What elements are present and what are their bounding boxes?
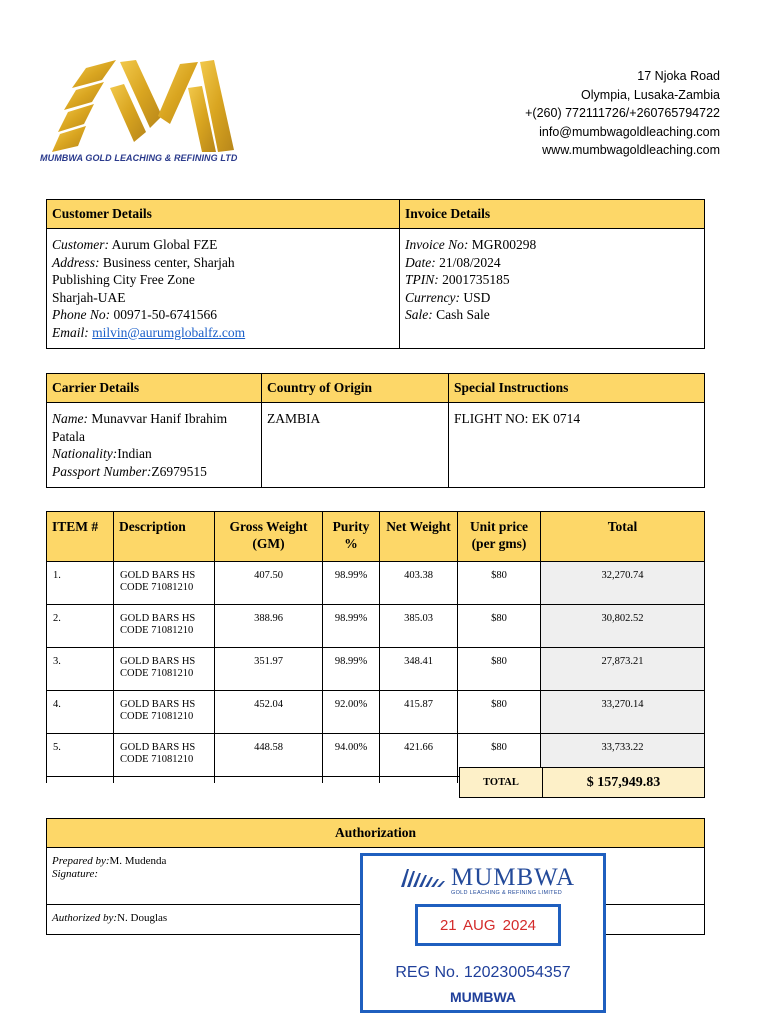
authorized-value: N. Douglas <box>117 912 168 924</box>
authorized-label: Authorized by: <box>52 912 118 924</box>
table-row <box>47 648 705 691</box>
item-description: GOLD BARS HS CODE 71081210 <box>114 648 215 691</box>
item-number: 5. <box>47 734 114 777</box>
email-link[interactable]: milvin@aurumglobalfz.com <box>92 324 246 340</box>
item-number: 2. <box>47 605 114 648</box>
col-header-net-weight: Net Weight <box>380 512 458 562</box>
carrier-details-cell <box>47 403 262 488</box>
item-total: 32,270.74 <box>541 562 705 605</box>
currency-label: Currency: <box>405 289 460 305</box>
table-row <box>47 605 705 648</box>
item-unit-price: $80 <box>458 562 541 605</box>
item-number: 4. <box>47 691 114 734</box>
sale-label: Sale: <box>405 307 433 322</box>
total-value: $ 157,949.83 <box>542 767 705 798</box>
col-header-item: ITEM # <box>47 512 114 562</box>
address-line: Sharjah-UAE <box>52 289 126 305</box>
col-header-gross-weight: Gross Weight (GM) <box>215 512 323 562</box>
item-gross-weight: 448.58 <box>215 734 323 777</box>
company-stamp <box>360 853 606 1013</box>
stamp-brand: MUMBWA <box>451 864 576 891</box>
table-row <box>47 562 705 605</box>
customer-invoice-table <box>46 199 705 349</box>
signature-label: Signature: <box>52 868 99 880</box>
invoice-details-header: Invoice Details <box>400 200 705 229</box>
stamp-city: MUMBWA <box>449 989 517 1005</box>
prepared-value: M. Mudenda <box>109 855 167 867</box>
item-gross-weight: 452.04 <box>215 691 323 734</box>
authorization-header: Authorization <box>47 819 705 848</box>
customer-details-cell <box>47 229 400 349</box>
item-gross-weight: 407.50 <box>215 562 323 605</box>
carrier-details-header: Carrier Details <box>47 374 262 403</box>
phone-value: 00971-50-6741566 <box>113 307 217 322</box>
address-line: Business center, Sharjah <box>102 254 235 270</box>
country-origin-header: Country of Origin <box>262 374 449 403</box>
item-net-weight: 415.87 <box>380 691 458 734</box>
carrier-table <box>46 373 705 488</box>
table-row <box>47 691 705 734</box>
item-gross-weight: 388.96 <box>215 605 323 648</box>
address-line: Publishing City Free Zone <box>52 272 195 287</box>
company-address <box>525 67 720 160</box>
item-description: GOLD BARS HS CODE 71081210 <box>114 691 215 734</box>
item-net-weight: 403.38 <box>380 562 458 605</box>
item-purity: 94.00% <box>323 734 380 777</box>
customer-label: Customer: <box>52 237 109 252</box>
item-description: GOLD BARS HS CODE 71081210 <box>114 562 215 605</box>
item-total: 30,802.52 <box>541 605 705 648</box>
passport-value: Z6979515 <box>151 463 207 479</box>
phone-label: Phone No: <box>52 307 111 322</box>
item-total: 27,873.21 <box>541 648 705 691</box>
special-instructions-header: Special Instructions <box>449 374 705 403</box>
item-purity: 98.99% <box>323 605 380 648</box>
prepared-label: Prepared by: <box>52 855 110 867</box>
currency-value: USD <box>463 289 491 305</box>
customer-name: Aurum Global FZE <box>111 237 218 252</box>
invoice-no: MGR00298 <box>471 237 537 252</box>
col-header-purity: Purity % <box>323 512 380 562</box>
item-net-weight: 421.66 <box>380 734 458 777</box>
item-purity: 98.99% <box>323 562 380 605</box>
date-label: Date: <box>405 254 436 270</box>
item-number: 1. <box>47 562 114 605</box>
item-unit-price: $80 <box>458 691 541 734</box>
stamp-registration: REG No. 120230054357 <box>395 964 571 981</box>
item-purity: 92.00% <box>323 691 380 734</box>
email-line: info@mumbwagoldleaching.com <box>539 124 720 139</box>
col-header-total: Total <box>541 512 705 562</box>
item-total: 33,733.22 <box>541 734 705 777</box>
invoice-no-label: Invoice No: <box>405 237 469 252</box>
company-name: MUMBWA GOLD LEACHING & REFINING LTD <box>40 153 238 163</box>
col-header-unit-price: Unit price (per gms) <box>458 512 541 562</box>
address-label: Address: <box>52 254 100 270</box>
stamp-subtitle: GOLD LEACHING & REFINING LIMITED <box>451 890 563 896</box>
address-line: Olympia, Lusaka-Zambia <box>581 87 720 102</box>
item-description: GOLD BARS HS CODE 71081210 <box>114 605 215 648</box>
country-origin-value: ZAMBIA <box>262 403 449 488</box>
item-unit-price: $80 <box>458 605 541 648</box>
col-header-description: Description <box>114 512 215 562</box>
item-description: GOLD BARS HS CODE 71081210 <box>114 734 215 777</box>
stamp-logo-icon <box>399 865 447 889</box>
item-net-weight: 348.41 <box>380 648 458 691</box>
special-instructions-value: FLIGHT NO: EK 0714 <box>449 403 705 488</box>
item-net-weight: 385.03 <box>380 605 458 648</box>
item-total: 33,270.14 <box>541 691 705 734</box>
passport-label: Passport Number: <box>52 463 152 479</box>
email-label: Email: <box>52 324 89 340</box>
grand-total-row <box>459 767 705 798</box>
tpin-label: TPIN: <box>405 272 439 287</box>
address-line: 17 Njoka Road <box>637 69 720 83</box>
total-label: TOTAL <box>459 767 543 798</box>
invoice-details-cell <box>400 229 705 349</box>
customer-details-header: Customer Details <box>47 200 400 229</box>
sale-value: Cash Sale <box>436 307 490 322</box>
item-purity: 98.99% <box>323 648 380 691</box>
item-number: 3. <box>47 648 114 691</box>
item-unit-price: $80 <box>458 648 541 691</box>
carrier-name-label: Name: <box>52 411 88 426</box>
nationality-value: Indian <box>117 446 152 461</box>
carrier-name: Munavvar Hanif Ibrahim Patala <box>52 411 228 444</box>
stamp-date: 21 AUG 2024 <box>415 904 561 946</box>
item-gross-weight: 351.97 <box>215 648 323 691</box>
nationality-label: Nationality: <box>52 446 118 461</box>
invoice-date: 21/08/2024 <box>439 254 501 270</box>
phone-line: +(260) 772111726/+260765794722 <box>525 106 720 120</box>
website-line: www.mumbwagoldleaching.com <box>542 143 720 157</box>
tpin-value: 2001735185 <box>442 272 510 287</box>
items-table <box>46 511 705 783</box>
item-unit-price: $80 <box>458 734 541 777</box>
